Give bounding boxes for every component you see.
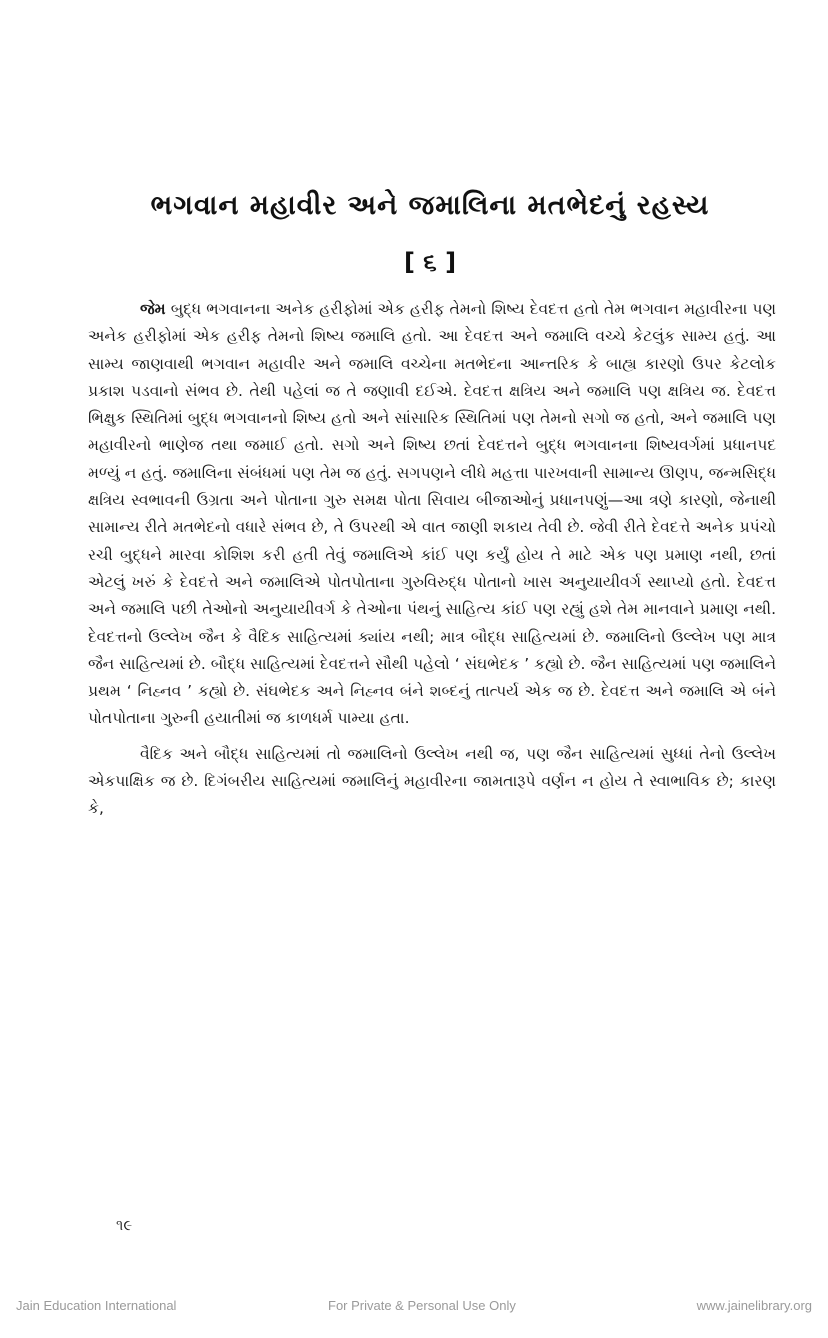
paragraph-lead-word: જેમ [140,300,166,318]
paragraph-text: વૈદિક અને બૌદ્ધ સાહિત્યમાં તો જમાલિનો ઉલ્લેખ નથી જ, પણ જૈન સાહિત્યમાં સુધ્ધાં તેનો ઉલ્લેખ એકપાક્ષિક જ છે. દિગંબરીય સાહિત્યમાં જમાલિનું મહાવીરના જામતારૂપે વર્ણન ન હોય તે સ્વાભાવિક છે; કારણ કે, [88,744,776,818]
footer [0,1298,828,1318]
body-text [88,296,776,823]
paragraph-1 [88,296,776,733]
paragraph-2 [88,741,776,823]
page-title: ભગવાન મહાવીર અને જમાલિના મતભેદનું રહસ્ય [150,190,710,221]
footer-publisher: Jain Education International [16,1298,177,1313]
chapter-number: [ ૬ ] [403,248,457,276]
footer-usage-notice: For Private & Personal Use Only [328,1298,516,1313]
paragraph-text: બુદ્ધ ભગવાનના અનેક હરીફોમાં એક હરીફ તેમનો શિષ્ય દેવદત્ત હતો તેમ ભગવાન મહાવીરના પણ અનેક હરીફોમાં એક હરીફ તેમનો શિષ્ય જમાલિ હતો. આ દેવદત્ત અને જમાલિ વચ્ચે કેટલુંક સામ્ય હતું. આ સામ્ય જાણવાથી ભગવાન મહાવીર અને જમાલિ વચ્ચેના મતભેદના આન્તરિક કે બાહ્ય કારણો ઉપર કેટલોક પ્રકાશ પડવાનો સંભવ છે. તેથી પહેલાં જ તે જણાવી દઈએ. દેવદત્ત ક્ષત્રિય અને જમાલિ પણ ક્ષત્રિય જ. દેવદત્ત ભિક્ષુક સ્થિતિમાં બુદ્ધ ભગવાનનો શિષ્ય હતો અને સાંસારિક સ્થિતિમાં પણ તેમનો સગો જ હતો, અને જમાલિ પણ મહાવીરનો ભાણેજ તથા જમાઈ હતો. સગો અને શિષ્ય છતાં દેવદત્તને બુદ્ધ ભગવાનના શિષ્યવર્ગમાં પ્રધાનપદ મળ્યું ન હતું. જમાલિના સંબંધમાં પણ તેમ જ હતું. સગપણને લીધે મહત્તા પારખવાની સામાન્ય ઊણપ, જન્મસિદ્ધ ક્ષત્રિય સ્વભાવની ઉગ્રતા અને પોતાના ગુરુ સમક્ષ પોતા સિવાય બીજાઓનું પ્રધાનપણું—આ ત્રણે કારણો, જેનાથી સામાન્ય રીતે મતભેદનો વધારે સંભવ છે, તે ઉપરથી એ વાત જાણી શકાય તેવી છે. જેવી રીતે દેવદત્તે અનેક પ્રપંચો રચી બુદ્ધને મારવા કોશિશ કરી હતી તેવું જમાલિએ કાંઈ પણ કર્યું હોય તે માટે એક પણ પ્રમાણ નથી, છતાં એટલું ખરું કે દેવદત્તે અને જમાલિએ પોતપોતાના ગુરુવિરુદ્ધ પોતાનો ખાસ અનુયાયીવર્ગ સ્થાપ્યો હતો. દેવદત્ત અને જમાલિ પછી તેઓનો અનુયાયીવર્ગ કે તેઓના પંથનું સાહિત્ય કાંઈ પણ રહ્યું હશે તેમ માનવાને પ્રમાણ નથી. દેવદત્તનો ઉલ્લેખ જૈન કે વૈદિક સાહિત્યમાં ક્યાંય નથી; માત્ર બૌદ્ધ સાહિત્યમાં છે. જમાલિનો ઉલ્લેખ પણ માત્ર જૈન સાહિત્યમાં છે. બૌદ્ધ સાહિત્યમાં દેવદત્તને સૌથી પહેલો ‘ સંઘભેદક ’ કહ્યો છે. જૈન સાહિત્યમાં પણ જમાલિને પ્રથમ ‘ નિહ્નવ ’ કહ્યો છે. સંઘભેદક અને નિહ્નવ બંને શબ્દનું તાત્પર્ય એક જ છે. દેવદત્ત અને જમાલિ એ બંને પોતપોતાના ગુરુની હયાતીમાં જ કાળધર્મ પામ્યા હતા. [88,300,776,728]
page-number: ૧૯ [116,1216,133,1234]
footer-website-link[interactable]: www.jainelibrary.org [696,1298,812,1313]
